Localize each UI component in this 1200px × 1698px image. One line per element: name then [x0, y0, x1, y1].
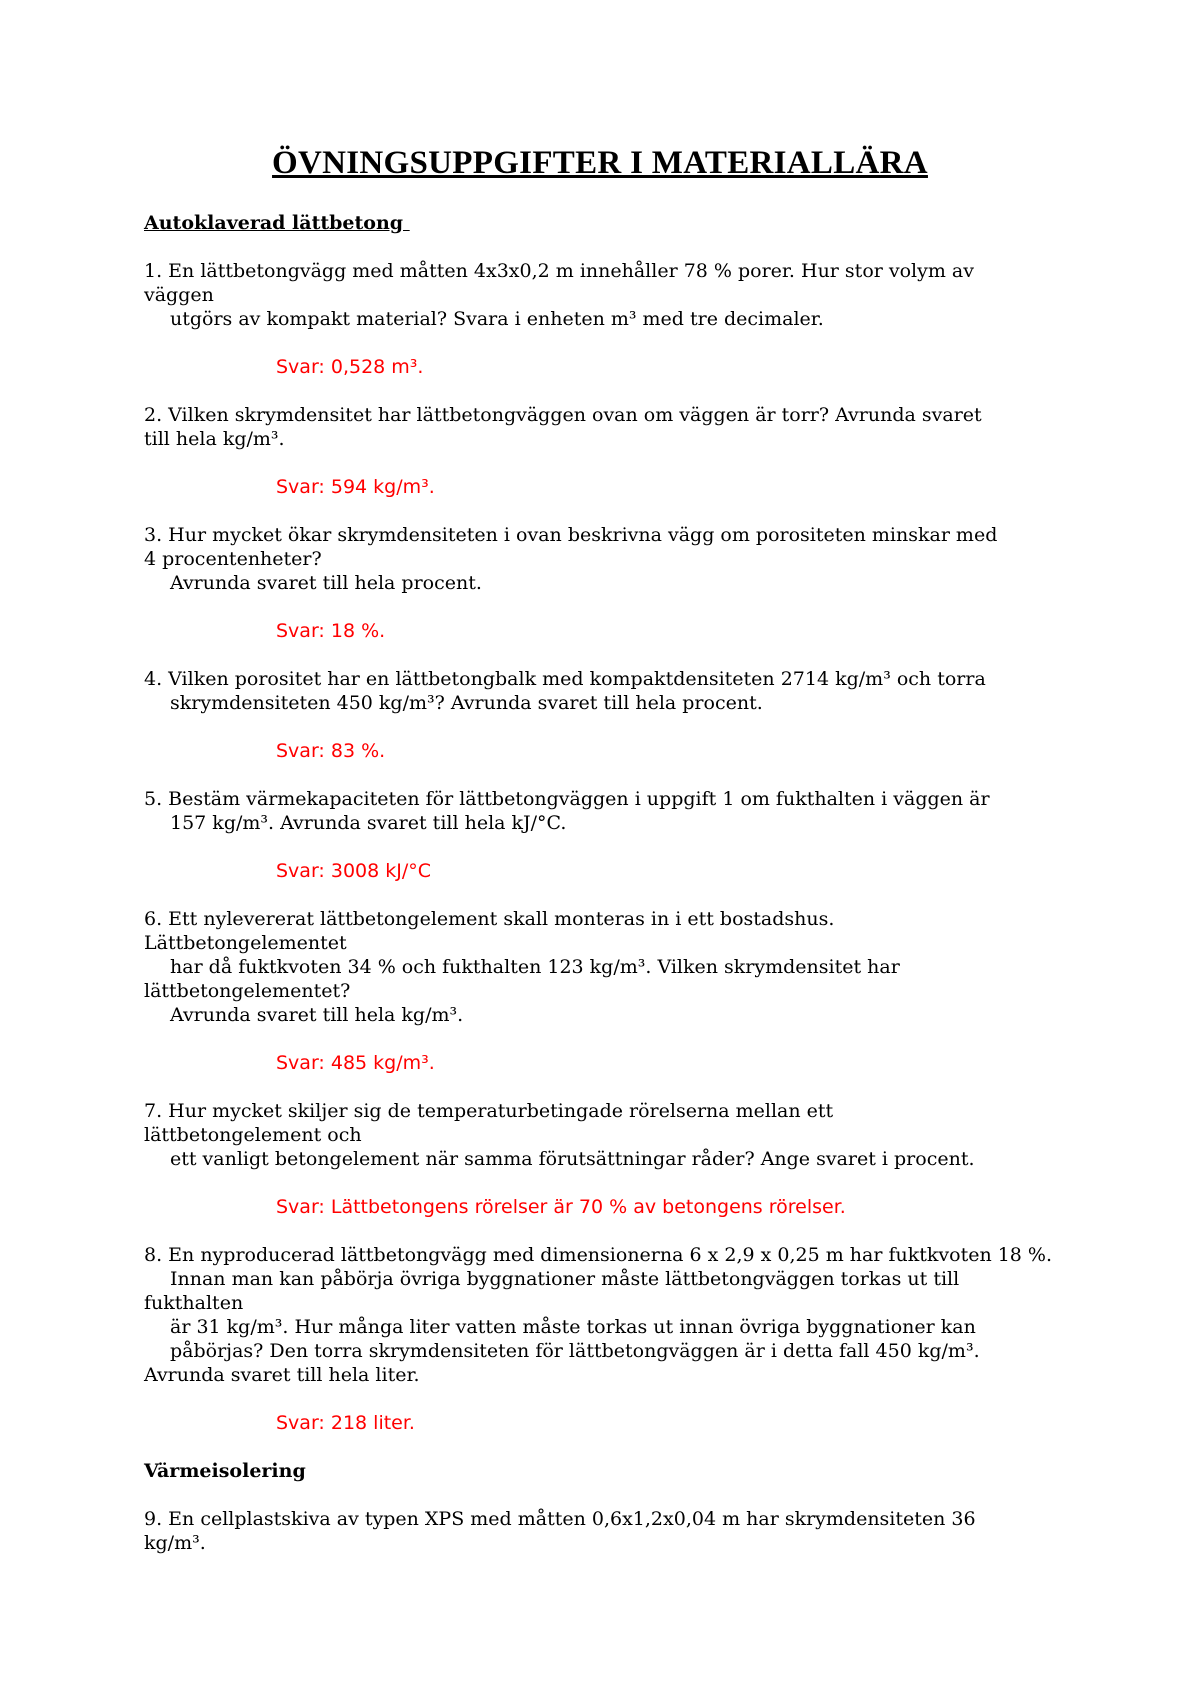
question-line: lättbetongelementet? [144, 980, 351, 1002]
question-line: skrymdensiteten 450 kg/m³? Avrunda svaret till hela procent. [170, 692, 763, 714]
question-line: 157 kg/m³. Avrunda svaret till hela kJ/°C. [170, 812, 567, 834]
question-line: 7. Hur mycket skiljer sig de temperaturbetingade rörelserna mellan ett [144, 1100, 834, 1122]
question-line: 1. En lättbetongvägg med måtten 4x3x0,2 m innehåller 78 % porer. Hur stor volym av [144, 260, 974, 282]
question-line: ett vanligt betongelement när samma förutsättningar råder? Ange svaret i procent. [170, 1148, 975, 1170]
question-line: 2. Vilken skrymdensitet har lättbetongväggen ovan om väggen är torr? Avrunda svaret [144, 404, 982, 426]
answer-4: Svar: 83 %. [276, 740, 386, 762]
question-line: 5. Bestäm värmekapaciteten för lättbetongväggen i uppgift 1 om fukthalten i väggen är [144, 788, 990, 810]
question-line: Avrunda svaret till hela liter. [144, 1364, 420, 1386]
question-line: 8. En nyproducerad lättbetongvägg med dimensionerna 6 x 2,9 x 0,25 m har fuktkvoten 18 %. [144, 1244, 1053, 1266]
question-line: väggen [144, 284, 214, 306]
question-line: 3. Hur mycket ökar skrymdensiteten i ovan beskrivna vägg om porositeten minskar med [144, 524, 998, 546]
question-line: Avrunda svaret till hela procent. [170, 572, 482, 594]
question-line: påbörjas? Den torra skrymdensiteten för lättbetongväggen är i detta fall 450 kg/m³. [170, 1340, 980, 1362]
answer-5: Svar: 3008 kJ/°C [276, 860, 432, 882]
question-line: kg/m³. [144, 1532, 206, 1554]
section-heading-autoklaverad: Autoklaverad lättbetong [144, 212, 410, 234]
question-line: 9. En cellplastskiva av typen XPS med måtten 0,6x1,2x0,04 m har skrymdensiteten 36 [144, 1508, 976, 1530]
answer-8: Svar: 218 liter. [276, 1412, 415, 1434]
answer-2: Svar: 594 kg/m³. [276, 476, 435, 498]
question-line: Innan man kan påbörja övriga byggnationer måste lättbetongväggen torkas ut till [170, 1268, 960, 1290]
question-line: utgörs av kompakt material? Svara i enheten m³ med tre decimaler. [170, 308, 824, 330]
answer-6: Svar: 485 kg/m³. [276, 1052, 435, 1074]
question-line: är 31 kg/m³. Hur många liter vatten måste torkas ut innan övriga byggnationer kan [170, 1316, 976, 1338]
question-line: har då fuktkvoten 34 % och fukthalten 123 kg/m³. Vilken skrymdensitet har [170, 956, 900, 978]
question-line: Lättbetongelementet [144, 932, 347, 954]
question-line: Avrunda svaret till hela kg/m³. [170, 1004, 464, 1026]
document-title: ÖVNINGSUPPGIFTER I MATERIALLÄRA [272, 145, 928, 181]
answer-3: Svar: 18 %. [276, 620, 386, 642]
answer-7: Svar: Lättbetongens rörelser är 70 % av betongens rörelser. [276, 1196, 846, 1218]
section-heading-varmeisolering: Värmeisolering [144, 1460, 306, 1482]
question-line: lättbetongelement och [144, 1124, 362, 1146]
question-line: 6. Ett nylevererat lättbetongelement skall monteras in i ett bostadshus. [144, 908, 835, 930]
question-line: till hela kg/m³. [144, 428, 285, 450]
question-line: 4. Vilken porositet har en lättbetongbalk med kompaktdensiteten 2714 kg/m³ och torra [144, 668, 986, 690]
question-line: fukthalten [144, 1292, 244, 1314]
answer-1: Svar: 0,528 m³. [276, 356, 424, 378]
question-line: 4 procentenheter? [144, 548, 322, 570]
